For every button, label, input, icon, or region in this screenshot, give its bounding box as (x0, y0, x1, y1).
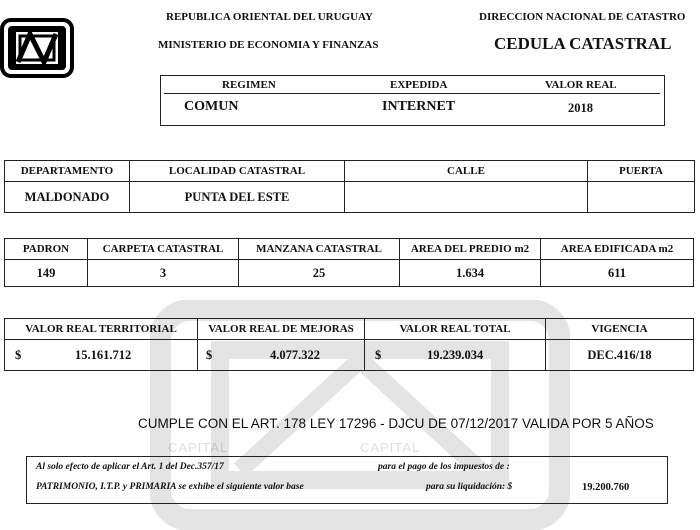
valor-territorial-label: VALOR REAL TERRITORIAL (5, 319, 198, 340)
location-table (4, 160, 695, 213)
expedida-label: EXPEDIDA (390, 79, 448, 91)
currency-symbol: $ (375, 347, 382, 362)
valor-total-label: VALOR REAL TOTAL (365, 319, 546, 340)
area-edificada-label: AREA EDIFICADA m2 (541, 239, 694, 260)
parcel-table (4, 238, 694, 287)
republica-heading: REPUBLICA ORIENTAL DEL URUGUAY (166, 11, 373, 23)
nota-line2-right: para su liquidación: $ (426, 482, 513, 492)
regimen-label: REGIMEN (222, 79, 276, 91)
valor-total-cell (365, 340, 546, 371)
area-predio-label: AREA DEL PREDIO m2 (400, 239, 541, 260)
valor-real-year: 2018 (568, 101, 593, 115)
departamento-value: MALDONADO (5, 182, 130, 213)
catastro-logo-icon (0, 18, 74, 78)
manzana-value: 25 (239, 260, 400, 287)
valor-mejoras-value: 4.077.322 (270, 347, 320, 362)
expedida-value: INTERNET (382, 99, 456, 114)
localidad-label: LOCALIDAD CATASTRAL (130, 161, 345, 182)
vigencia-label: VIGENCIA (546, 319, 694, 340)
nota-line1-right: para el pago de los impuestos de : (378, 462, 510, 472)
nota-line1-left: Al solo efecto de aplicar el Art. 1 del Dec.357/17 (36, 462, 224, 472)
nota-amount: 19.200.760 (582, 482, 630, 493)
direccion-heading: DIRECCION NACIONAL DE CATASTRO (479, 11, 686, 23)
cumple-statement: CUMPLE CON EL ART. 178 LEY 17296 - DJCU DE 07/12/2017 VALIDA POR 5 AÑOS (138, 416, 654, 431)
regimen-divider (164, 93, 660, 94)
calle-value (345, 182, 588, 213)
valor-mejoras-cell (198, 340, 365, 371)
manzana-label: MANZANA CATASTRAL (239, 239, 400, 260)
carpeta-label: CARPETA CATASTRAL (88, 239, 239, 260)
watermark-text-right: CAPITAL (360, 440, 421, 455)
area-edificada-value: 611 (541, 260, 694, 287)
calle-label: CALLE (345, 161, 588, 182)
carpeta-value: 3 (88, 260, 239, 287)
valor-real-label: VALOR REAL (545, 79, 617, 91)
currency-symbol: $ (15, 347, 22, 362)
watermark-text-left: CAPITAL (168, 440, 229, 455)
valor-mejoras-label: VALOR REAL DE MEJORAS (198, 319, 365, 340)
valor-territorial-value: 15.161.712 (75, 347, 132, 362)
puerta-label: PUERTA (588, 161, 695, 182)
nota-line2-left: PATRIMONIO, I.T.P. y PRIMARIA se exhibe el siguiente valor base (36, 482, 304, 492)
valor-total-value: 19.239.034 (427, 347, 484, 362)
ministerio-heading: MINISTERIO DE ECONOMIA Y FINANZAS (158, 39, 379, 51)
padron-label: PADRON (5, 239, 88, 260)
cedula-title: CEDULA CATASTRAL (494, 34, 672, 53)
valor-territorial-cell (5, 340, 198, 371)
regimen-value: COMUN (184, 99, 239, 114)
currency-symbol: $ (206, 347, 213, 362)
padron-value: 149 (5, 260, 88, 287)
vigencia-value: DEC.416/18 (546, 340, 694, 371)
area-predio-value: 1.634 (400, 260, 541, 287)
localidad-value: PUNTA DEL ESTE (130, 182, 345, 213)
puerta-value (588, 182, 695, 213)
departamento-label: DEPARTAMENTO (5, 161, 130, 182)
valores-table (4, 318, 694, 371)
